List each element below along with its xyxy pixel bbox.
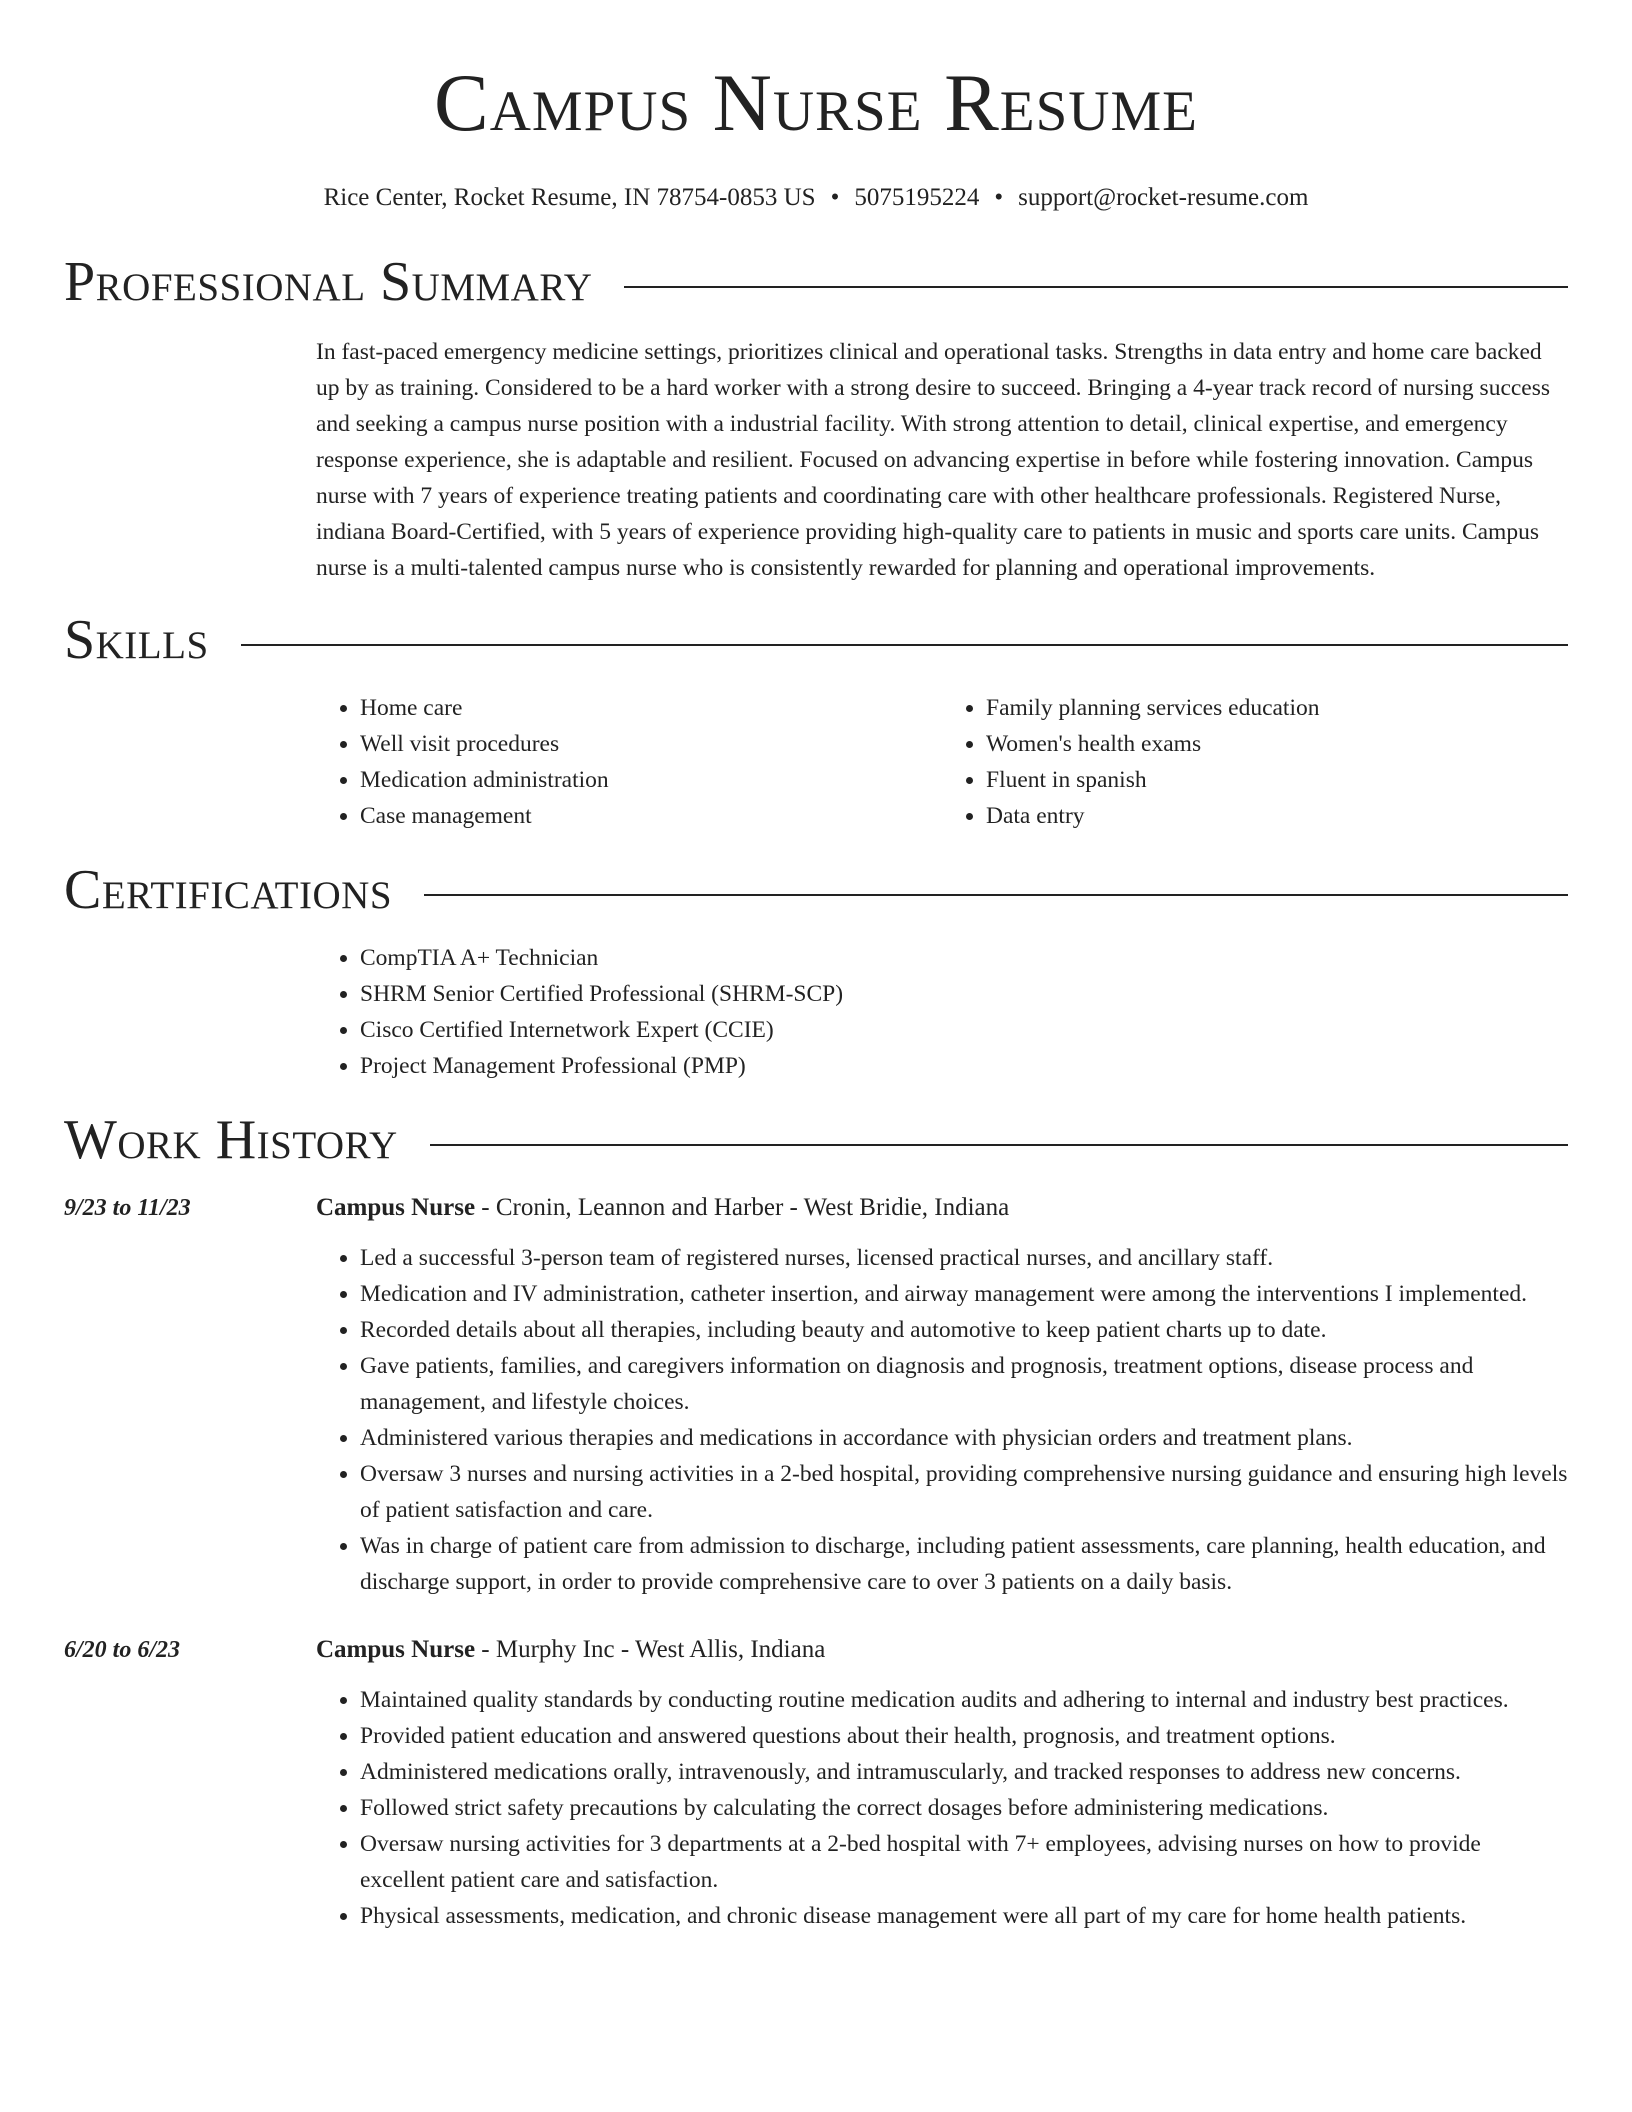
contact-email: support@rocket-resume.com (1018, 184, 1309, 211)
certification-item: • Cisco Certified Internetwork Expert (CCIE) (360, 1012, 1568, 1048)
work-section-header (64, 1110, 1568, 1170)
resume-title: Campus Nurse Resume (434, 57, 1198, 148)
section-divider (430, 1144, 1568, 1146)
section-divider (424, 894, 1568, 896)
job-bullet: • Oversaw 3 nurses and nursing activities in a 2-bed hospital, providing comprehensive nursing guidance and ensuring high levels of patient satisfaction and care. (360, 1456, 1568, 1528)
skills-column-left (316, 690, 942, 834)
job-bullet: • Maintained quality standards by conducting routine medication audits and adhering to internal and industry best practices. (360, 1682, 1568, 1718)
certifications-section-header (64, 860, 1568, 920)
job-bullets (316, 1682, 1568, 1934)
contact-phone: 5075195224 (854, 184, 980, 211)
job-bullet: • Followed strict safety precautions by calculating the correct dosages before administering medications. (360, 1790, 1568, 1826)
summary-section-header (64, 252, 1568, 312)
skill-item: • Well visit procedures (360, 726, 942, 762)
section-divider (241, 644, 1568, 646)
job-bullet: • Oversaw nursing activities for 3 departments at a 2-bed hospital with 7+ employees, advising nurses on how to provide excellent patient care and satisfaction. (360, 1826, 1568, 1898)
skill-item: • Home care (360, 690, 942, 726)
job-bullet: • Medication and IV administration, catheter insertion, and airway management were among the interventions I implemented. (360, 1276, 1568, 1312)
job-title: Campus Nurse (316, 1636, 476, 1663)
certifications-heading: Certifications (64, 859, 393, 921)
job-bullet: • Recorded details about all therapies, including beauty and automotive to keep patient charts up to date. (360, 1312, 1568, 1348)
skill-item: • Family planning services education (986, 690, 1568, 726)
job-bullet: • Administered various therapies and medications in accordance with physician orders and treatment plans. (360, 1420, 1568, 1456)
certification-item: • Project Management Professional (PMP) (360, 1048, 1568, 1084)
contact-line (64, 182, 1568, 214)
skills-section-header (64, 610, 1568, 670)
skills-column-right (942, 690, 1568, 834)
skill-item: • Medication administration (360, 762, 942, 798)
job-title-line (316, 1190, 1568, 1226)
job-bullet: • Was in charge of patient care from admission to discharge, including patient assessments, care planning, health education, and discharge support, in order to provide comprehensive care to over 3 patients on a daily basis. (360, 1528, 1568, 1600)
skills-heading: Skills (64, 609, 209, 671)
job-bullet: • Gave patients, families, and caregivers information on diagnosis and prognosis, treatment options, disease process and management, and lifestyle choices. (360, 1348, 1568, 1420)
summary-text: In fast-paced emergency medicine settings, prioritizes clinical and operational tasks. Strengths in data entry and home care backed up by as training. Considered to be a hard worker with a strong desire to succeed. Bringing a 4-year track record of nursing success and seeking a campus nurse position with a industrial facility. With strong attention to detail, clinical expertise, and emergency response experience, she is adaptable and resilient. Focused on advancing expertise in before while fostering innovation. Campus nurse with 7 years of experience treating patients and coordinating care with other healthcare professionals. Registered Nurse, indiana Board-Certified, with 5 years of experience providing high-quality care to patients in music and sports care units. Campus nurse is a multi-talented campus nurse who is consistently rewarded for planning and operational improvements. (316, 339, 1551, 581)
job-bullet: • Physical assessments, medication, and chronic disease management were all part of my care for home health patients. (360, 1898, 1568, 1934)
contact-address: Rice Center, Rocket Resume, IN 78754-0853 US (323, 184, 816, 211)
skill-item: • Data entry (986, 798, 1568, 834)
skill-item: • Case management (360, 798, 942, 834)
skill-item: • Women's health exams (986, 726, 1568, 762)
contact-separator: • (994, 184, 1004, 211)
job-dates: 6/20 to 6/23 (64, 1637, 181, 1663)
job-employer: - Murphy Inc - West Allis, Indiana (475, 1636, 826, 1663)
job-bullet: • Led a successful 3-person team of registered nurses, licensed practical nurses, and ancillary staff. (360, 1240, 1568, 1276)
certification-item: • SHRM Senior Certified Professional (SHRM-SCP) (360, 976, 1568, 1012)
certification-item: • CompTIA A+ Technician (360, 940, 1568, 976)
job-employer: - Cronin, Leannon and Harber - West Bridie, Indiana (475, 1194, 1010, 1221)
job-entry (64, 1190, 1568, 1600)
job-title-line (316, 1632, 1568, 1668)
skill-item: • Fluent in spanish (986, 762, 1568, 798)
contact-separator: • (830, 184, 840, 211)
section-divider (624, 286, 1568, 288)
job-bullet: • Provided patient education and answered questions about their health, prognosis, and treatment options. (360, 1718, 1568, 1754)
job-title: Campus Nurse (316, 1194, 476, 1221)
skills-list (316, 690, 1568, 834)
job-entry (64, 1632, 1568, 1934)
job-dates: 9/23 to 11/23 (64, 1195, 191, 1221)
work-heading: Work History (64, 1109, 398, 1171)
summary-heading: Professional Summary (64, 251, 593, 313)
job-bullets (316, 1240, 1568, 1600)
job-bullet: • Administered medications orally, intravenously, and intramuscularly, and tracked responses to address new concerns. (360, 1754, 1568, 1790)
certifications-list (316, 940, 1568, 1084)
